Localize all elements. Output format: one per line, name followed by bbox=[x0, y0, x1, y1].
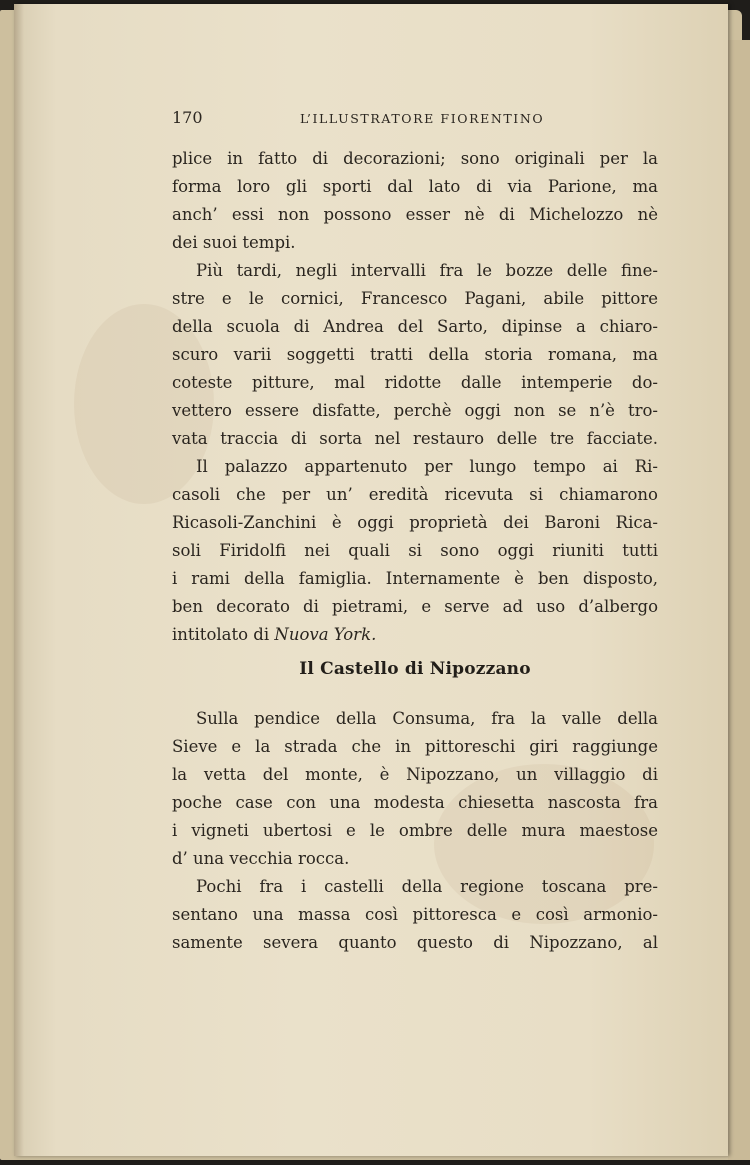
text-line: soli Firidolfi nei quali si sono oggi riuniti tutti bbox=[172, 541, 658, 560]
text-line: forma loro gli sporti dal lato di via Parione, ma bbox=[172, 177, 658, 196]
text-line: ben decorato di pietrami, e serve ad uso d’albergo bbox=[172, 597, 658, 616]
gutter-shadow bbox=[14, 4, 24, 1156]
page-number: 170 bbox=[172, 108, 203, 127]
text-line: anch’ essi non possono esser nè di Michelozzo nè bbox=[172, 205, 658, 224]
text-line: vettero essere disfatte, perchè oggi non se n’è tro- bbox=[172, 401, 658, 420]
text-span: intitolato di bbox=[172, 625, 275, 644]
text-line: d’ una vecchia rocca. bbox=[172, 849, 350, 868]
text-block-upper bbox=[172, 145, 658, 649]
text-line: stre e le cornici, Francesco Pagani, abile pittore bbox=[172, 289, 658, 308]
text-line: sentano una massa così pittoresca e così armonio- bbox=[172, 905, 658, 924]
text-line: casoli che per un’ eredità ricevuta si chiamarono bbox=[172, 485, 658, 504]
text-line: coteste pitture, mal ridotte dalle intemperie do- bbox=[172, 373, 658, 392]
text-line: della scuola di Andrea del Sarto, dipinse a chiaro- bbox=[172, 317, 658, 336]
text-line: vata traccia di sorta nel restauro delle tre facciate. bbox=[172, 429, 658, 448]
text-line: Il palazzo appartenuto per lungo tempo ai Ri- bbox=[196, 457, 658, 476]
text-line: Sulla pendice della Consuma, fra la valle della bbox=[196, 709, 658, 728]
text-line: Più tardi, negli intervalli fra le bozze delle fine- bbox=[196, 261, 658, 280]
text-line: scuro varii soggetti tratti della storia romana, ma bbox=[172, 345, 658, 364]
text-line: samente severa quanto questo di Nipozzano, al bbox=[172, 933, 658, 952]
text-line: plice in fatto di decorazioni; sono originali per la bbox=[172, 149, 658, 168]
text-line: dei suoi tempi. bbox=[172, 233, 296, 252]
text-line: Sieve e la strada che in pittoreschi giri raggiunge bbox=[172, 737, 658, 756]
text-line-last bbox=[172, 621, 658, 649]
text-line: i rami della famiglia. Internamente è ben disposto, bbox=[172, 569, 658, 588]
text-line: la vetta del monte, è Nipozzano, un villaggio di bbox=[172, 765, 658, 784]
text-line: poche case con una modesta chiesetta nascosta fra bbox=[172, 793, 658, 812]
section-heading: Il Castello di Nipozzano bbox=[299, 659, 531, 679]
text-line: Ricasoli-Zanchini è oggi proprietà dei Baroni Rica- bbox=[172, 513, 658, 532]
page-stack-edge bbox=[728, 40, 750, 1160]
running-head bbox=[172, 108, 658, 132]
text-block-lower bbox=[172, 705, 658, 957]
text-line: i vigneti ubertosi e le ombre delle mura maestose bbox=[172, 821, 658, 840]
running-title: L’ILLUSTRATORE FIORENTINO bbox=[300, 111, 545, 126]
italic-title: Nuova York. bbox=[274, 625, 377, 644]
text-line: Pochi fra i castelli della regione toscana pre- bbox=[196, 877, 658, 896]
